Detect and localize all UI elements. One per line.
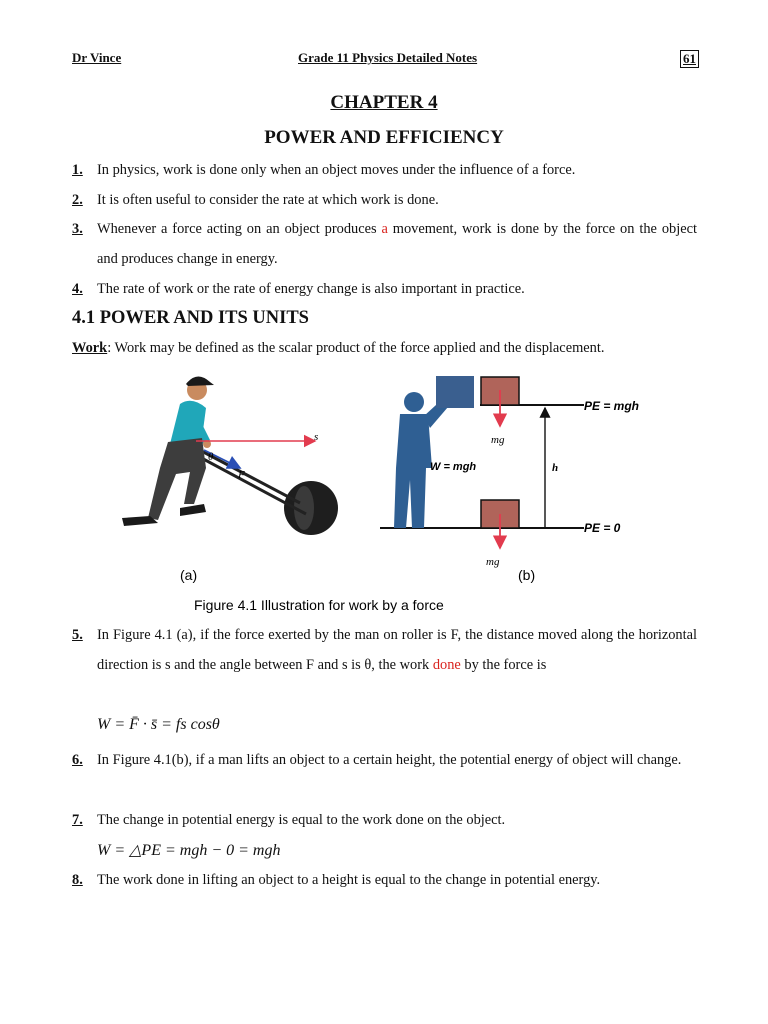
list-item xyxy=(72,155,697,185)
highlight-text: done xyxy=(432,657,461,673)
list-item xyxy=(72,620,697,680)
equation-potential-energy: W = △PE = mgh − 0 = mgh xyxy=(97,842,281,859)
chapter-heading: CHAPTER 4 xyxy=(330,92,438,113)
item-number: 3. xyxy=(72,221,83,237)
list-item xyxy=(72,745,697,775)
mg-top-label: mg xyxy=(491,434,505,446)
item-number: 8. xyxy=(72,872,83,888)
work-label: Work xyxy=(72,340,108,356)
item-number: 5. xyxy=(72,627,83,643)
list-item xyxy=(72,214,697,274)
work-label-b: W = mgh xyxy=(430,461,477,473)
item-number: 1. xyxy=(72,162,83,178)
item-number: 7. xyxy=(72,812,83,828)
list-item xyxy=(72,274,697,304)
chapter-title: POWER AND EFFICIENCY xyxy=(264,127,504,148)
list-item xyxy=(72,185,697,215)
work-definition: Work: Work may be defined as the scalar product of the force applied and the displacement. xyxy=(72,340,605,356)
mg-bottom-label: mg xyxy=(486,556,500,568)
figure-4-1 xyxy=(110,368,670,618)
header-course: Grade 11 Physics Detailed Notes xyxy=(298,50,478,65)
item-text: It is often useful to consider the rate at which work is done. xyxy=(97,192,439,208)
item-text: The change in potential energy is equal to the work done on the object. xyxy=(97,812,506,828)
item-text: The work done in lifting an object to a height is equal to the change in potential energy. xyxy=(97,872,601,888)
item-number: 6. xyxy=(72,752,83,768)
page-number: 61 xyxy=(680,50,699,68)
figure-a-label: (a) xyxy=(180,567,198,583)
item-number: 2. xyxy=(72,192,83,208)
item-text: In physics, work is done only when an object moves under the influence of a force. xyxy=(97,162,576,178)
highlight-text: a xyxy=(381,221,388,237)
s-vector-label: s xyxy=(314,431,319,443)
pe-zero-label: PE = 0 xyxy=(584,521,621,535)
item-number: 4. xyxy=(72,281,83,297)
figure-b-label: (b) xyxy=(518,567,536,583)
section-heading: 4.1 POWER AND ITS UNITS xyxy=(72,308,309,328)
man-lifting-box xyxy=(380,376,639,568)
header-author: Dr Vince xyxy=(72,50,122,65)
item-text: The rate of work or the rate of energy change is also important in practice. xyxy=(97,281,525,297)
pe-top-label: PE = mgh xyxy=(584,399,640,413)
item-text: In Figure 4.1 (a), if the force exerted by the man on roller is F, the distance moved along the horizontal direction is s and the angle between F and s is θ, the work done by the force is xyxy=(97,627,697,673)
man-pushing-roller xyxy=(122,376,338,535)
theta-label: θ xyxy=(208,451,214,463)
height-label: h xyxy=(552,462,559,474)
figure-caption: Figure 4.1 Illustration for work by a force xyxy=(194,597,444,613)
f-vector-label: F xyxy=(238,469,245,481)
list-item xyxy=(72,805,697,835)
item-text: Whenever a force acting on an object produces a movement, work is done by the force on the object and produces change in energy. xyxy=(97,221,697,267)
equation-work: W = F̄ · s̄ = fs cosθ xyxy=(97,716,220,733)
list-item xyxy=(72,865,697,895)
item-text: In Figure 4.1(b), if a man lifts an object to a certain height, the potential energy of object will change. xyxy=(97,752,682,768)
